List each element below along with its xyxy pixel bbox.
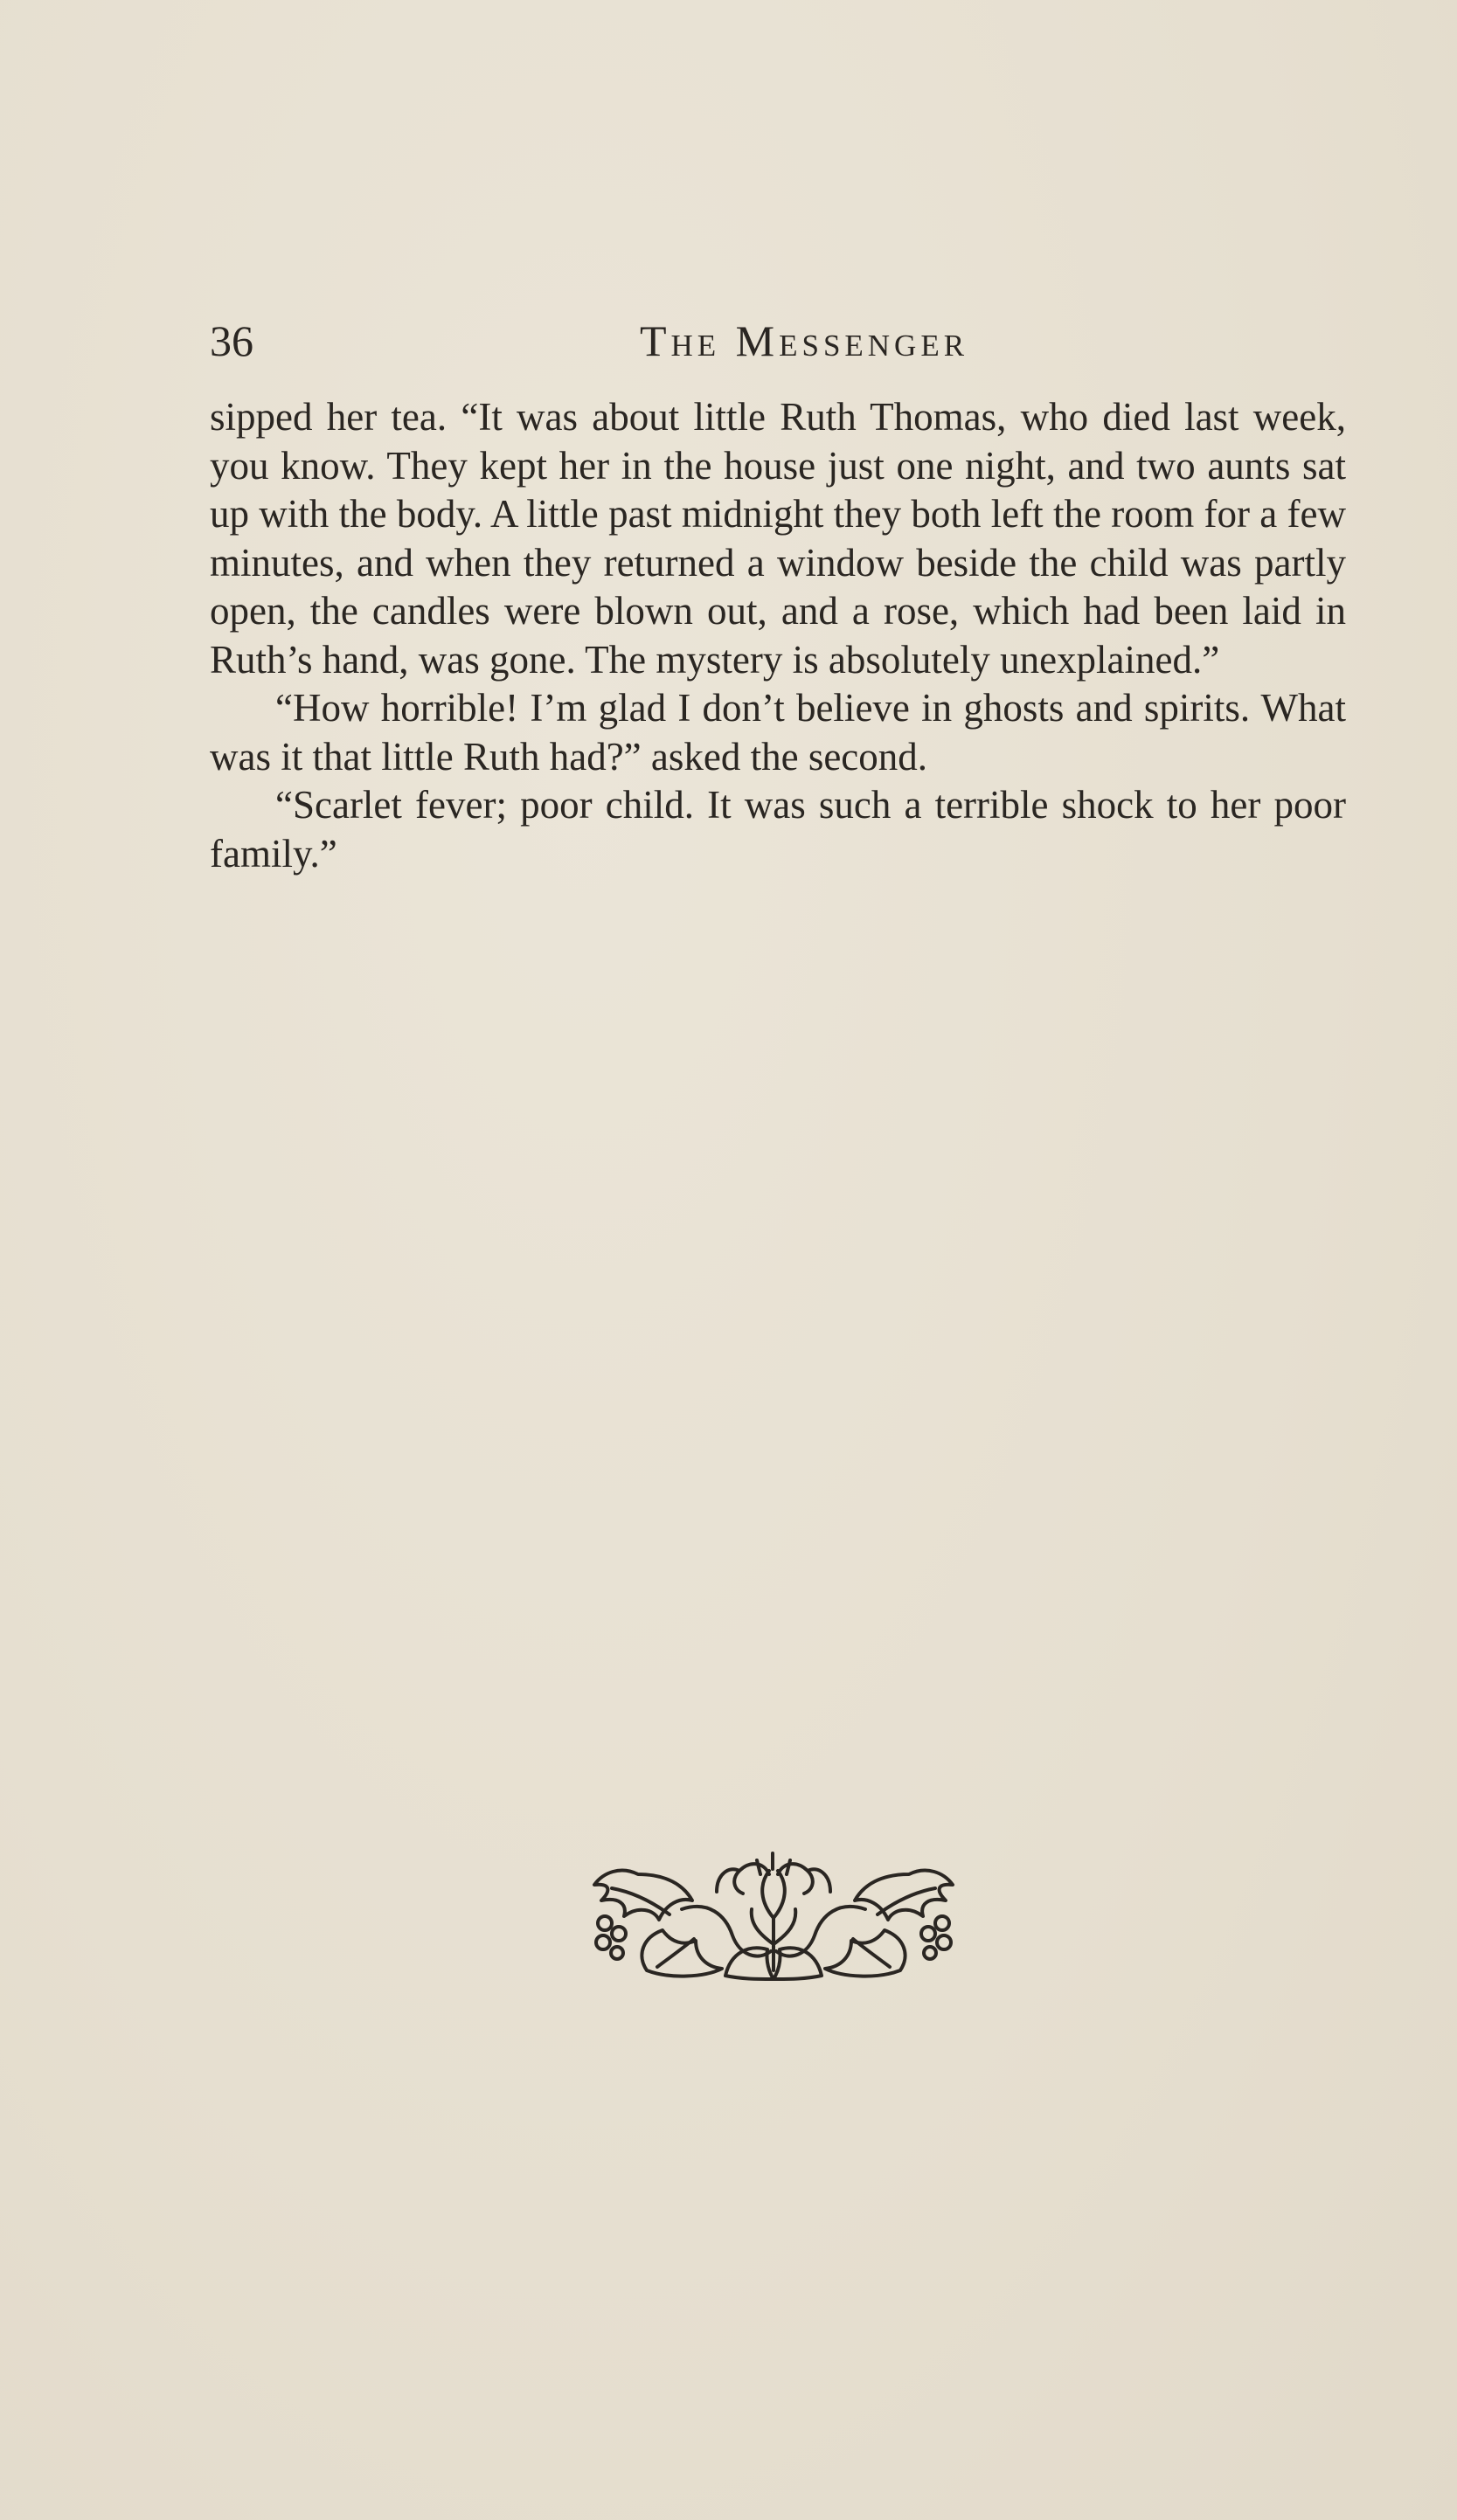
page-number: 36 <box>210 316 253 365</box>
paragraph-dialogue-1: “How horrible! I’m glad I don’t believe in ghosts and spirits. What was it that little Ruth had?” asked the second. <box>210 686 1346 779</box>
book-page <box>210 306 1346 878</box>
paragraph-continuation: sipped her tea. “It was about little Ruth Thomas, who died last week, you know. They kept her in the house just one night, and two aunts sat up with the body. A little past midnight they both left the room for a few minutes, and when they returned a window beside the child was partly open, the candles were blown out, and a rose, which had been laid in Ruth’s hand, was gone. The mystery is absolutely unexplained.” <box>210 395 1346 682</box>
running-title: The Messenger <box>639 316 969 365</box>
body-text <box>210 393 1346 878</box>
floral-vine-ornament-icon <box>586 1839 961 1988</box>
running-head <box>210 306 1346 376</box>
paragraph-dialogue-2: “Scarlet fever; poor child. It was such a terrible shock to her poor family.” <box>210 783 1346 876</box>
